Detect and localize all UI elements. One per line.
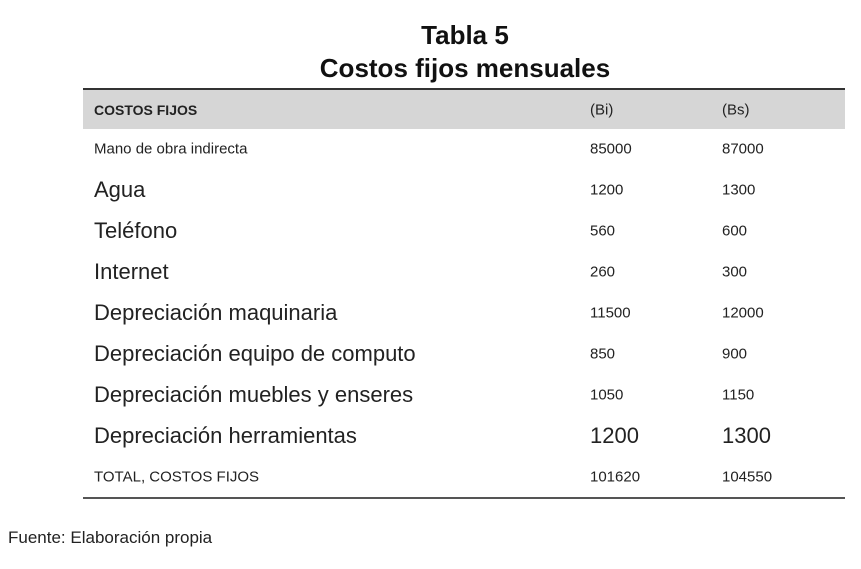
row-label: Agua bbox=[94, 176, 146, 202]
table-header bbox=[83, 90, 845, 129]
header-bs: (Bs) bbox=[722, 101, 750, 118]
row-bs: 87000 bbox=[722, 140, 764, 158]
row-bs: 1300 bbox=[722, 422, 771, 448]
row-label: Depreciación muebles y enseres bbox=[94, 381, 414, 407]
table-row bbox=[83, 251, 845, 292]
row-bi: 11500 bbox=[590, 304, 631, 321]
costs-table bbox=[83, 88, 845, 499]
row-label: Depreciación equipo de computo bbox=[94, 340, 416, 366]
row-bi: 1200 bbox=[590, 181, 624, 198]
table-row bbox=[83, 169, 845, 210]
row-bi: 850 bbox=[590, 345, 616, 362]
row-label: Teléfono bbox=[94, 217, 178, 243]
header-costos-fijos: COSTOS FIJOS bbox=[94, 101, 198, 118]
row-bi: 1050 bbox=[590, 386, 624, 403]
row-bs: 900 bbox=[722, 345, 748, 362]
header-bi: (Bi) bbox=[590, 101, 614, 118]
row-bs: 1150 bbox=[722, 386, 755, 403]
row-label: Mano de obra indirecta bbox=[94, 140, 248, 158]
row-bs: 300 bbox=[722, 263, 748, 280]
table-row bbox=[83, 210, 845, 251]
row-bi: 260 bbox=[590, 263, 616, 280]
total-bs: 104550 bbox=[722, 468, 773, 485]
row-bi: 560 bbox=[590, 222, 616, 239]
source-note: Fuente: Elaboración propia bbox=[8, 528, 213, 547]
table-row bbox=[83, 374, 845, 415]
table-row bbox=[83, 415, 845, 456]
row-label: Depreciación herramientas bbox=[94, 422, 357, 448]
total-bi: 101620 bbox=[590, 468, 641, 485]
table-row bbox=[83, 292, 845, 333]
table-title: Tabla 5 bbox=[421, 20, 509, 50]
table-row bbox=[83, 333, 845, 374]
table-row bbox=[83, 129, 845, 169]
row-bi: 1200 bbox=[590, 422, 639, 448]
total-label: TOTAL, COSTOS FIJOS bbox=[94, 468, 260, 485]
table-subtitle: Costos fijos mensuales bbox=[319, 53, 611, 83]
row-bs: 600 bbox=[722, 222, 748, 239]
row-bs: 12000 bbox=[722, 304, 764, 321]
row-bi: 85000 bbox=[590, 140, 632, 158]
table-total-row bbox=[83, 456, 845, 497]
row-label: Depreciación maquinaria bbox=[94, 299, 338, 325]
row-label: Internet bbox=[94, 258, 169, 284]
row-bs: 1300 bbox=[722, 181, 756, 198]
